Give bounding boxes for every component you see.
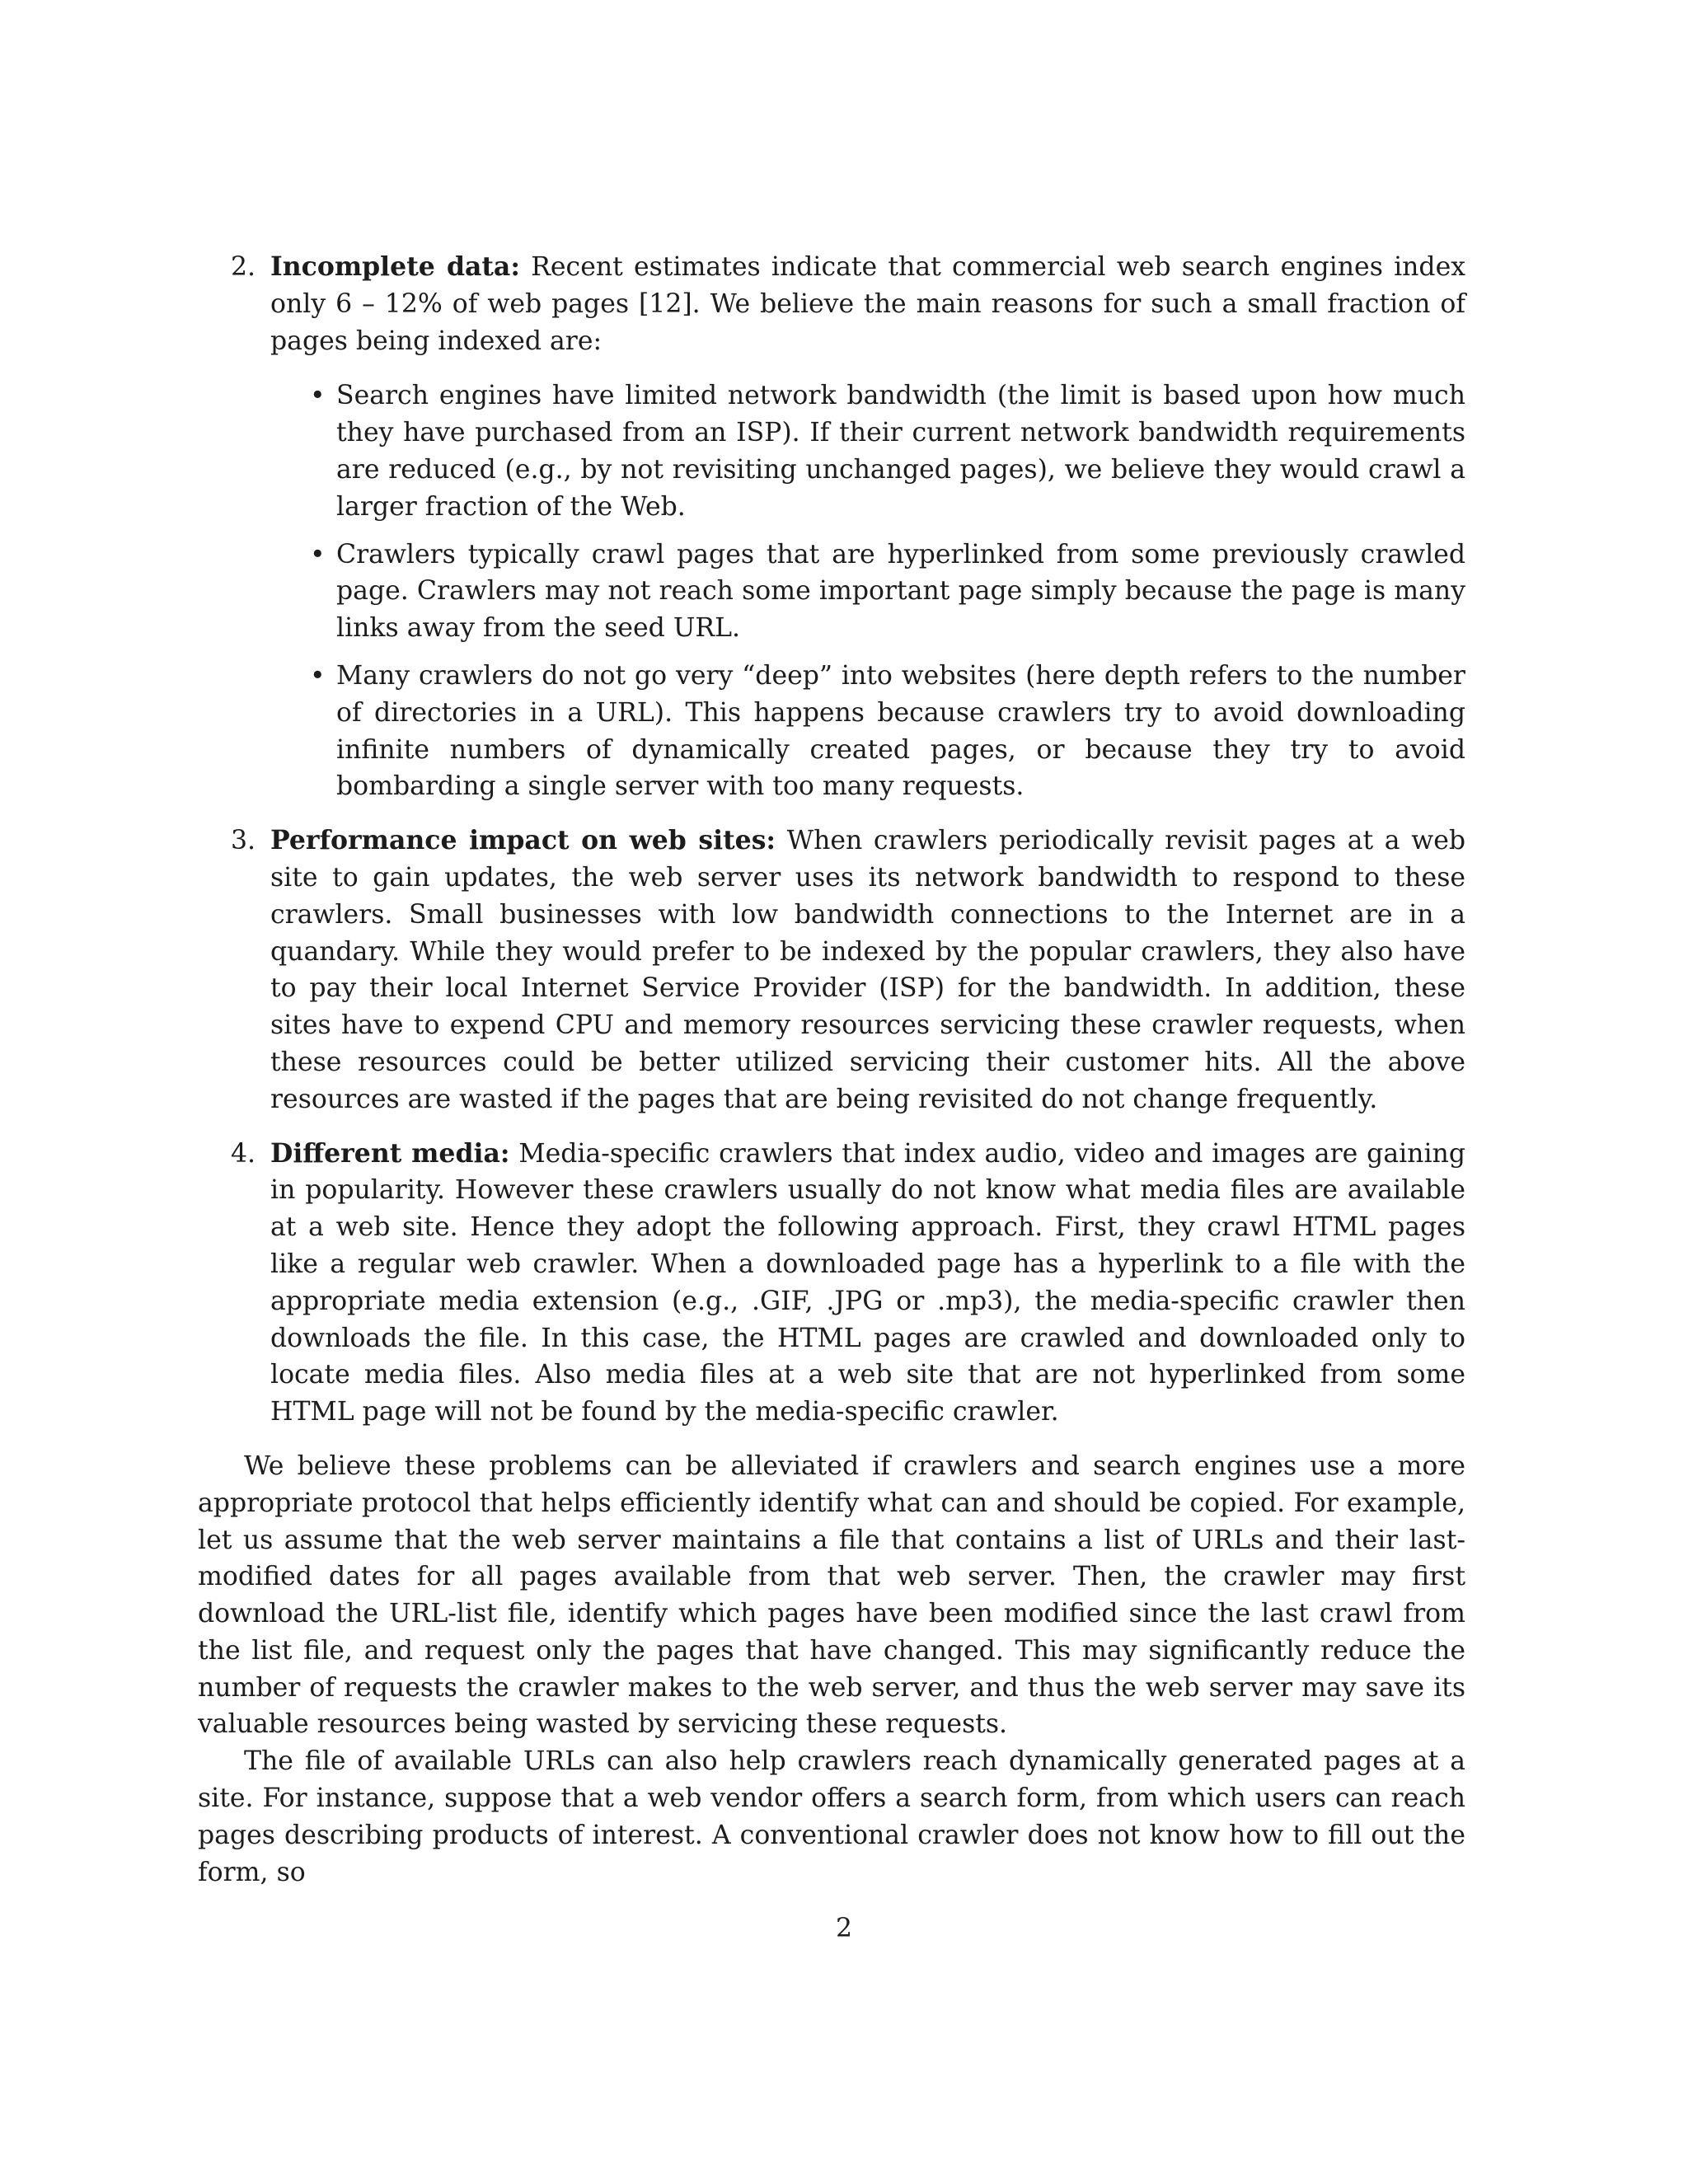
- list-item-number: 2.: [231, 252, 256, 282]
- body-paragraph: We believe these problems can be alleviated if crawlers and search engines use a more appropriate protocol that helps efficiently identify what can and should be copied. For example, let us assume that the web server maintains a file that contains a list of URLs and their last-modified dates for all pages available from that web server. Then, the crawler may first download the URL-list file, identify which pages have been modified since the last crawl from the list file, and request only the pages that have changed. This may significantly reduce the number of requests the crawler makes to the web server, and thus the web server may save its valuable resources being wasted by servicing these requests.: [198, 1451, 1465, 1740]
- enumerated-list: [198, 249, 1465, 1431]
- list-item-number: 4.: [231, 1138, 256, 1169]
- bullet-text: Search engines have limited network bandwidth (the limit is based upon how much they have purchased from an ISP). If their current network bandwidth requirements are reduced (e.g., by not revisiting unchanged pages), we believe they would crawl a larger fraction of the Web.: [336, 381, 1465, 522]
- bullet-list: [270, 377, 1465, 805]
- bullet-icon: •: [310, 660, 326, 691]
- list-item-number: 3.: [231, 826, 256, 856]
- bullet-item: [270, 537, 1465, 647]
- body-paragraph: The file of available URLs can also help crawlers reach dynamically generated pages at a site. For instance, suppose that a web vendor offers a search form, from which users can reach pages describing products of interest. A conventional crawler does not know how to fill out the form, so: [198, 1746, 1465, 1887]
- list-item: [198, 1136, 1465, 1431]
- page-body: [198, 249, 1465, 1891]
- list-item-title: Different media:: [270, 1137, 510, 1169]
- list-item-title: Incomplete data:: [270, 251, 520, 282]
- page-number: 2: [835, 1914, 853, 1943]
- list-item-text: When crawlers periodically revisit pages at a web site to gain updates, the web server uses its network bandwidth to respond to these crawlers. Small businesses with low bandwidth connections to the Internet are in a quandary. While they would prefer to be indexed by the popular crawlers, they also have to pay their local Internet Service Provider (ISP) for the bandwidth. In addition, these sites have to expend CPU and memory resources servicing these crawler requests, when these resources could be better utilized servicing their customer hits. All the above resources are wasted if the pages that are being revisited do not change frequently.: [270, 826, 1465, 1114]
- bullet-icon: •: [310, 539, 326, 569]
- list-item: [198, 249, 1465, 805]
- bullet-text: Many crawlers do not go very “deep” into websites (here depth refers to the number of directories in a URL). This happens because crawlers try to avoid downloading infinite numbers of dynamically created pages, or because they try to avoid bombarding a single server with too many requests.: [336, 660, 1465, 802]
- list-item-text: Media-specific crawlers that index audio, video and images are gaining in popularity. However these crawlers usually do not know what media files are available at a web site. Hence they adopt the following approach. First, they crawl HTML pages like a regular web crawler. When a downloaded page has a hyperlink to a file with the appropriate media extension (e.g., .GIF, .JPG or .mp3), the media-specific crawler then downloads the file. In this case, the HTML pages are crawled and downloaded only to locate media files. Also media files at a web site that are not hyperlinked from some HTML page will not be found by the media-specific crawler.: [270, 1138, 1465, 1427]
- list-item-text: Recent estimates indicate that commercial web search engines index only 6 – 12% of web pages [12]. We believe the main reasons for such a small fraction of pages being indexed are:: [270, 252, 1465, 356]
- bullet-item: [270, 377, 1465, 525]
- list-item-title: Performance impact on web sites:: [270, 825, 776, 856]
- bullet-icon: •: [310, 381, 326, 411]
- bullet-item: [270, 658, 1465, 805]
- bullet-text: Crawlers typically crawl pages that are hyperlinked from some previously crawled page. Crawlers may not reach some important page simply because the page is many links away from the seed URL.: [336, 539, 1465, 644]
- list-item: [198, 823, 1465, 1118]
